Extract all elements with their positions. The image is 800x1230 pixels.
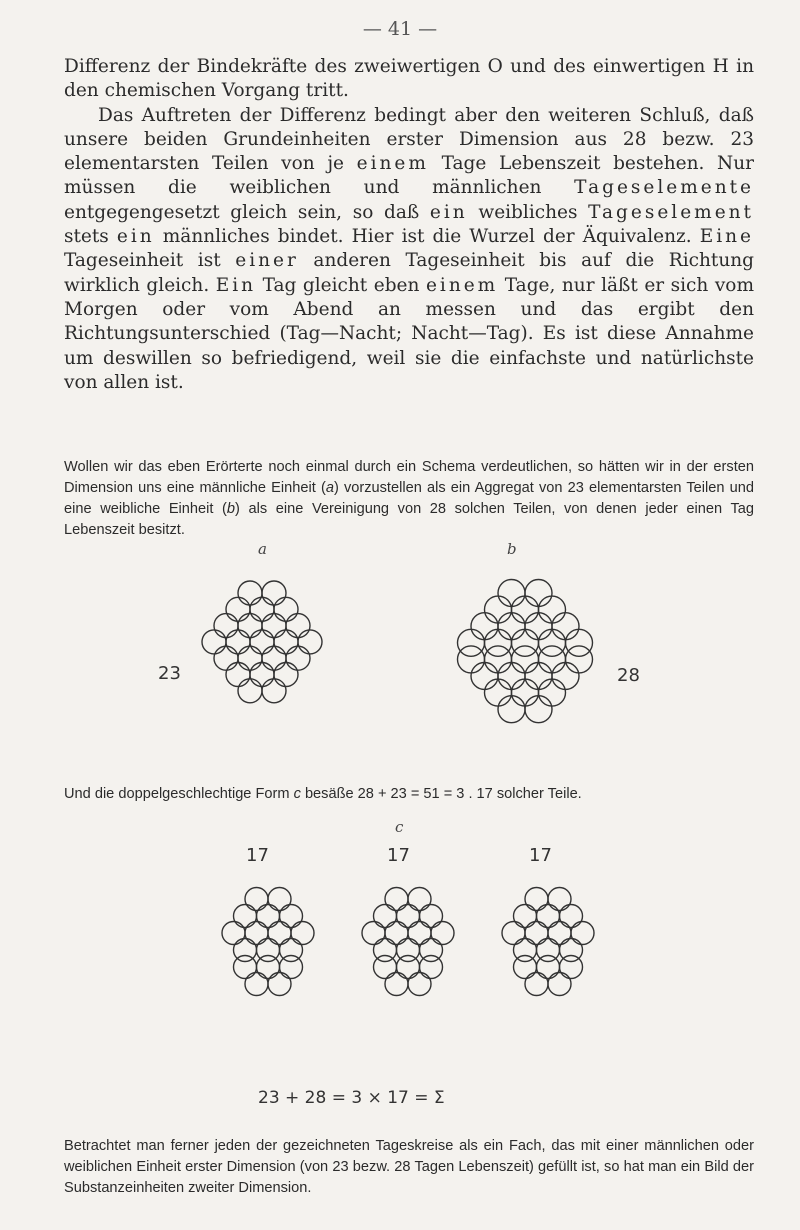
day-circle-combined [548,922,571,945]
paragraph-2-segment: Das Auftreten der Differenz bedingt aber den weiteren Schluß, daß unsere beiden Grundeinheiten erster Dimension aus 28 bezw. 23 elementarsten Teilen von je [64,104,754,175]
day-circle-male [202,630,226,654]
day-circle-male [238,581,262,605]
paragraph-2-segment: einer [235,250,299,272]
paragraph-1-segment: Differenz der Bindekräfte des zweiwertigen O und des einwertigen H in den chemischen Vorgang tritt. [64,56,754,102]
day-circle-female [552,663,579,690]
small-paragraph-3-segment: Betrachtet man ferner jeden der gezeichneten Tageskreise als ein Fach, das mit einer männlichen oder weiblichen Einheit erster Dimension (von 23 bezw. 28 Tagen Lebenszeit) gefüllt ist, so hat man ein Bild der Substanzeinheiten zweiter Dimension. [64,1138,754,1196]
annotation-17-right: 17 [529,845,552,866]
formula: 23 + 28 = 3 × 17 = Σ [258,1088,445,1108]
paragraph-2-segment: Tage Lebenszeit bestehen. Nur müssen die weiblichen und männlichen [64,153,755,199]
day-circle-combined [245,922,268,945]
day-circle-combined [245,888,268,911]
day-circle-male [250,630,274,654]
day-circle-female [512,596,539,623]
day-circle-male [238,614,262,638]
day-circle-male [262,646,286,670]
small-paragraph-1-segment: b [226,501,236,517]
day-circle-male [262,581,286,605]
day-circle-male [226,663,250,687]
small-paragraph-2-segment: Und die doppelgeschlechtige Form [64,786,294,802]
day-circle-combined [245,973,268,996]
day-circle-female [498,696,525,723]
day-circle-combined [525,922,548,945]
paragraph-2-segment: ein [429,201,468,223]
day-circle-combined [397,956,420,979]
small-paragraph-1-segment: Wollen wir das eben Erörterte noch einmal durch ein Schema verdeutlichen, so hätten wir in der ersten Dimension uns eine männliche Einheit ( [64,459,754,496]
day-circle-combined [268,973,291,996]
day-circle-combined [257,956,280,979]
paragraph-2-segment: Tage, nur läßt er sich vom Morgen oder vom Abend an messen und das ergibt den Richtungsunterschied (Tag—Nacht; Nacht—Tag). Es ist diese Annahme um deswillen so befriedigend, weil sie die einfachste und natürlichste von allen ist. [64,274,754,393]
day-circle-female [498,613,525,640]
day-circle-combined [548,973,571,996]
day-circle-female [485,596,512,623]
day-circle-combined [537,905,560,928]
day-circle-female [485,646,512,673]
small-paragraph-1-segment: ) als eine Vereinigung von 28 solchen Teilen, von denen jeder einen Tag Lebenszeit besitzt. [64,501,755,538]
day-circle-female [498,580,525,607]
day-circle-combined [514,956,537,979]
day-circle-combined [431,922,454,945]
small-paragraph-1-segment: a [325,480,334,496]
day-circle-combined [280,905,303,928]
day-circle-female [471,663,498,690]
day-circle-combined [385,888,408,911]
paragraph-2-segment: weibliches [467,201,589,223]
day-circle-female [539,596,566,623]
day-circle-male [286,614,310,638]
day-circle-female [539,679,566,706]
day-circle-female [566,646,593,673]
day-circle-combined [222,922,245,945]
day-circle-combined [385,922,408,945]
day-circle-female [458,646,485,673]
small-paragraph-3 [64,1136,754,1199]
small-paragraph-1-segment: ) vorzustellen als ein Aggregat von 23 elementarsten Teilen und eine weibliche Einheit ( [64,480,755,517]
day-circle-combined [374,956,397,979]
day-circle-combined [420,956,443,979]
paragraph-2-segment: entgegengesetzt gleich sein, so daß [64,201,430,223]
day-circle-combined [548,888,571,911]
day-circle-female [539,629,566,656]
day-circle-female [498,663,525,690]
day-circle-female [485,629,512,656]
day-circle-combined [502,922,525,945]
day-circle-male [238,679,262,703]
day-circle-combined [537,956,560,979]
day-circle-male [226,597,250,621]
day-circle-combined [257,905,280,928]
day-circle-female [525,696,552,723]
day-circle-combined [571,922,594,945]
small-paragraph-2 [64,784,754,805]
day-circle-female [525,613,552,640]
day-circle-male [286,646,310,670]
annotation-17-left: 17 [246,845,269,866]
day-circle-combined [514,905,537,928]
day-circle-male [274,630,298,654]
day-circle-combined [420,905,443,928]
day-circle-male [250,597,274,621]
day-circle-female [525,580,552,607]
paragraph-2-segment: Tageseinheit ist [64,250,236,272]
annotation-17-middle: 17 [387,845,410,866]
day-circle-male [226,630,250,654]
day-circle-male [262,679,286,703]
day-circle-combined [397,905,420,928]
paragraph-2-segment: Ein [215,274,257,296]
small-paragraph-2-segment: besäße 28 + 23 = 51 = 3 . 17 solcher Teile. [300,786,582,802]
day-circle-combined [385,973,408,996]
paragraph-2-segment: anderen Tageseinheit bis auf die Richtung wirklich gleich. [64,250,754,296]
small-paragraph-2-segment: c [293,786,301,802]
day-circle-male [250,663,274,687]
day-circle-combined [560,956,583,979]
paragraph-2-segment: einem [425,274,499,296]
day-circle-male [262,614,286,638]
day-circle-female [566,629,593,656]
day-circle-male [214,646,238,670]
day-circle-combined [291,922,314,945]
paragraph-2-segment: Tageselemente [574,177,754,199]
day-circle-female [525,663,552,690]
paragraph-2-segment: Eine [699,226,754,248]
day-circle-combined [234,956,257,979]
day-circle-male [238,646,262,670]
day-circle-combined [560,905,583,928]
paragraph-2-segment: Tageselement [588,201,754,223]
annotation-23: 23 [158,663,181,684]
paragraph-2-segment: Tag gleicht eben [256,274,426,296]
day-circle-female [552,613,579,640]
figure-label-c: c [395,818,404,836]
paragraph-2-segment: einem [356,153,429,175]
day-circle-combined [408,973,431,996]
paragraph-2-segment: ein [116,226,155,248]
annotation-28: 28 [617,665,640,686]
figure-label-a: a [258,540,267,558]
day-circle-female [512,679,539,706]
paragraph-2-segment: männliches bindet. Hier ist die Wurzel der Äquivalenz. [154,226,700,248]
day-circle-combined [280,956,303,979]
day-circle-male [214,614,238,638]
day-circle-female [539,646,566,673]
day-circle-combined [525,973,548,996]
day-circle-combined [268,888,291,911]
day-circle-combined [408,888,431,911]
day-circle-female [458,629,485,656]
figure-label-b: b [507,540,517,558]
day-circle-female [471,613,498,640]
day-circle-combined [408,922,431,945]
day-circle-combined [525,888,548,911]
day-circle-combined [362,922,385,945]
day-circle-male [274,597,298,621]
day-circle-female [512,629,539,656]
day-circle-female [512,646,539,673]
day-circle-female [485,679,512,706]
day-circle-combined [268,922,291,945]
day-circle-combined [374,905,397,928]
day-circle-male [298,630,322,654]
paragraph-2-segment: stets [64,226,117,248]
day-circle-combined [234,905,257,928]
day-circle-male [274,663,298,687]
page-number: — 41 — [362,18,438,40]
